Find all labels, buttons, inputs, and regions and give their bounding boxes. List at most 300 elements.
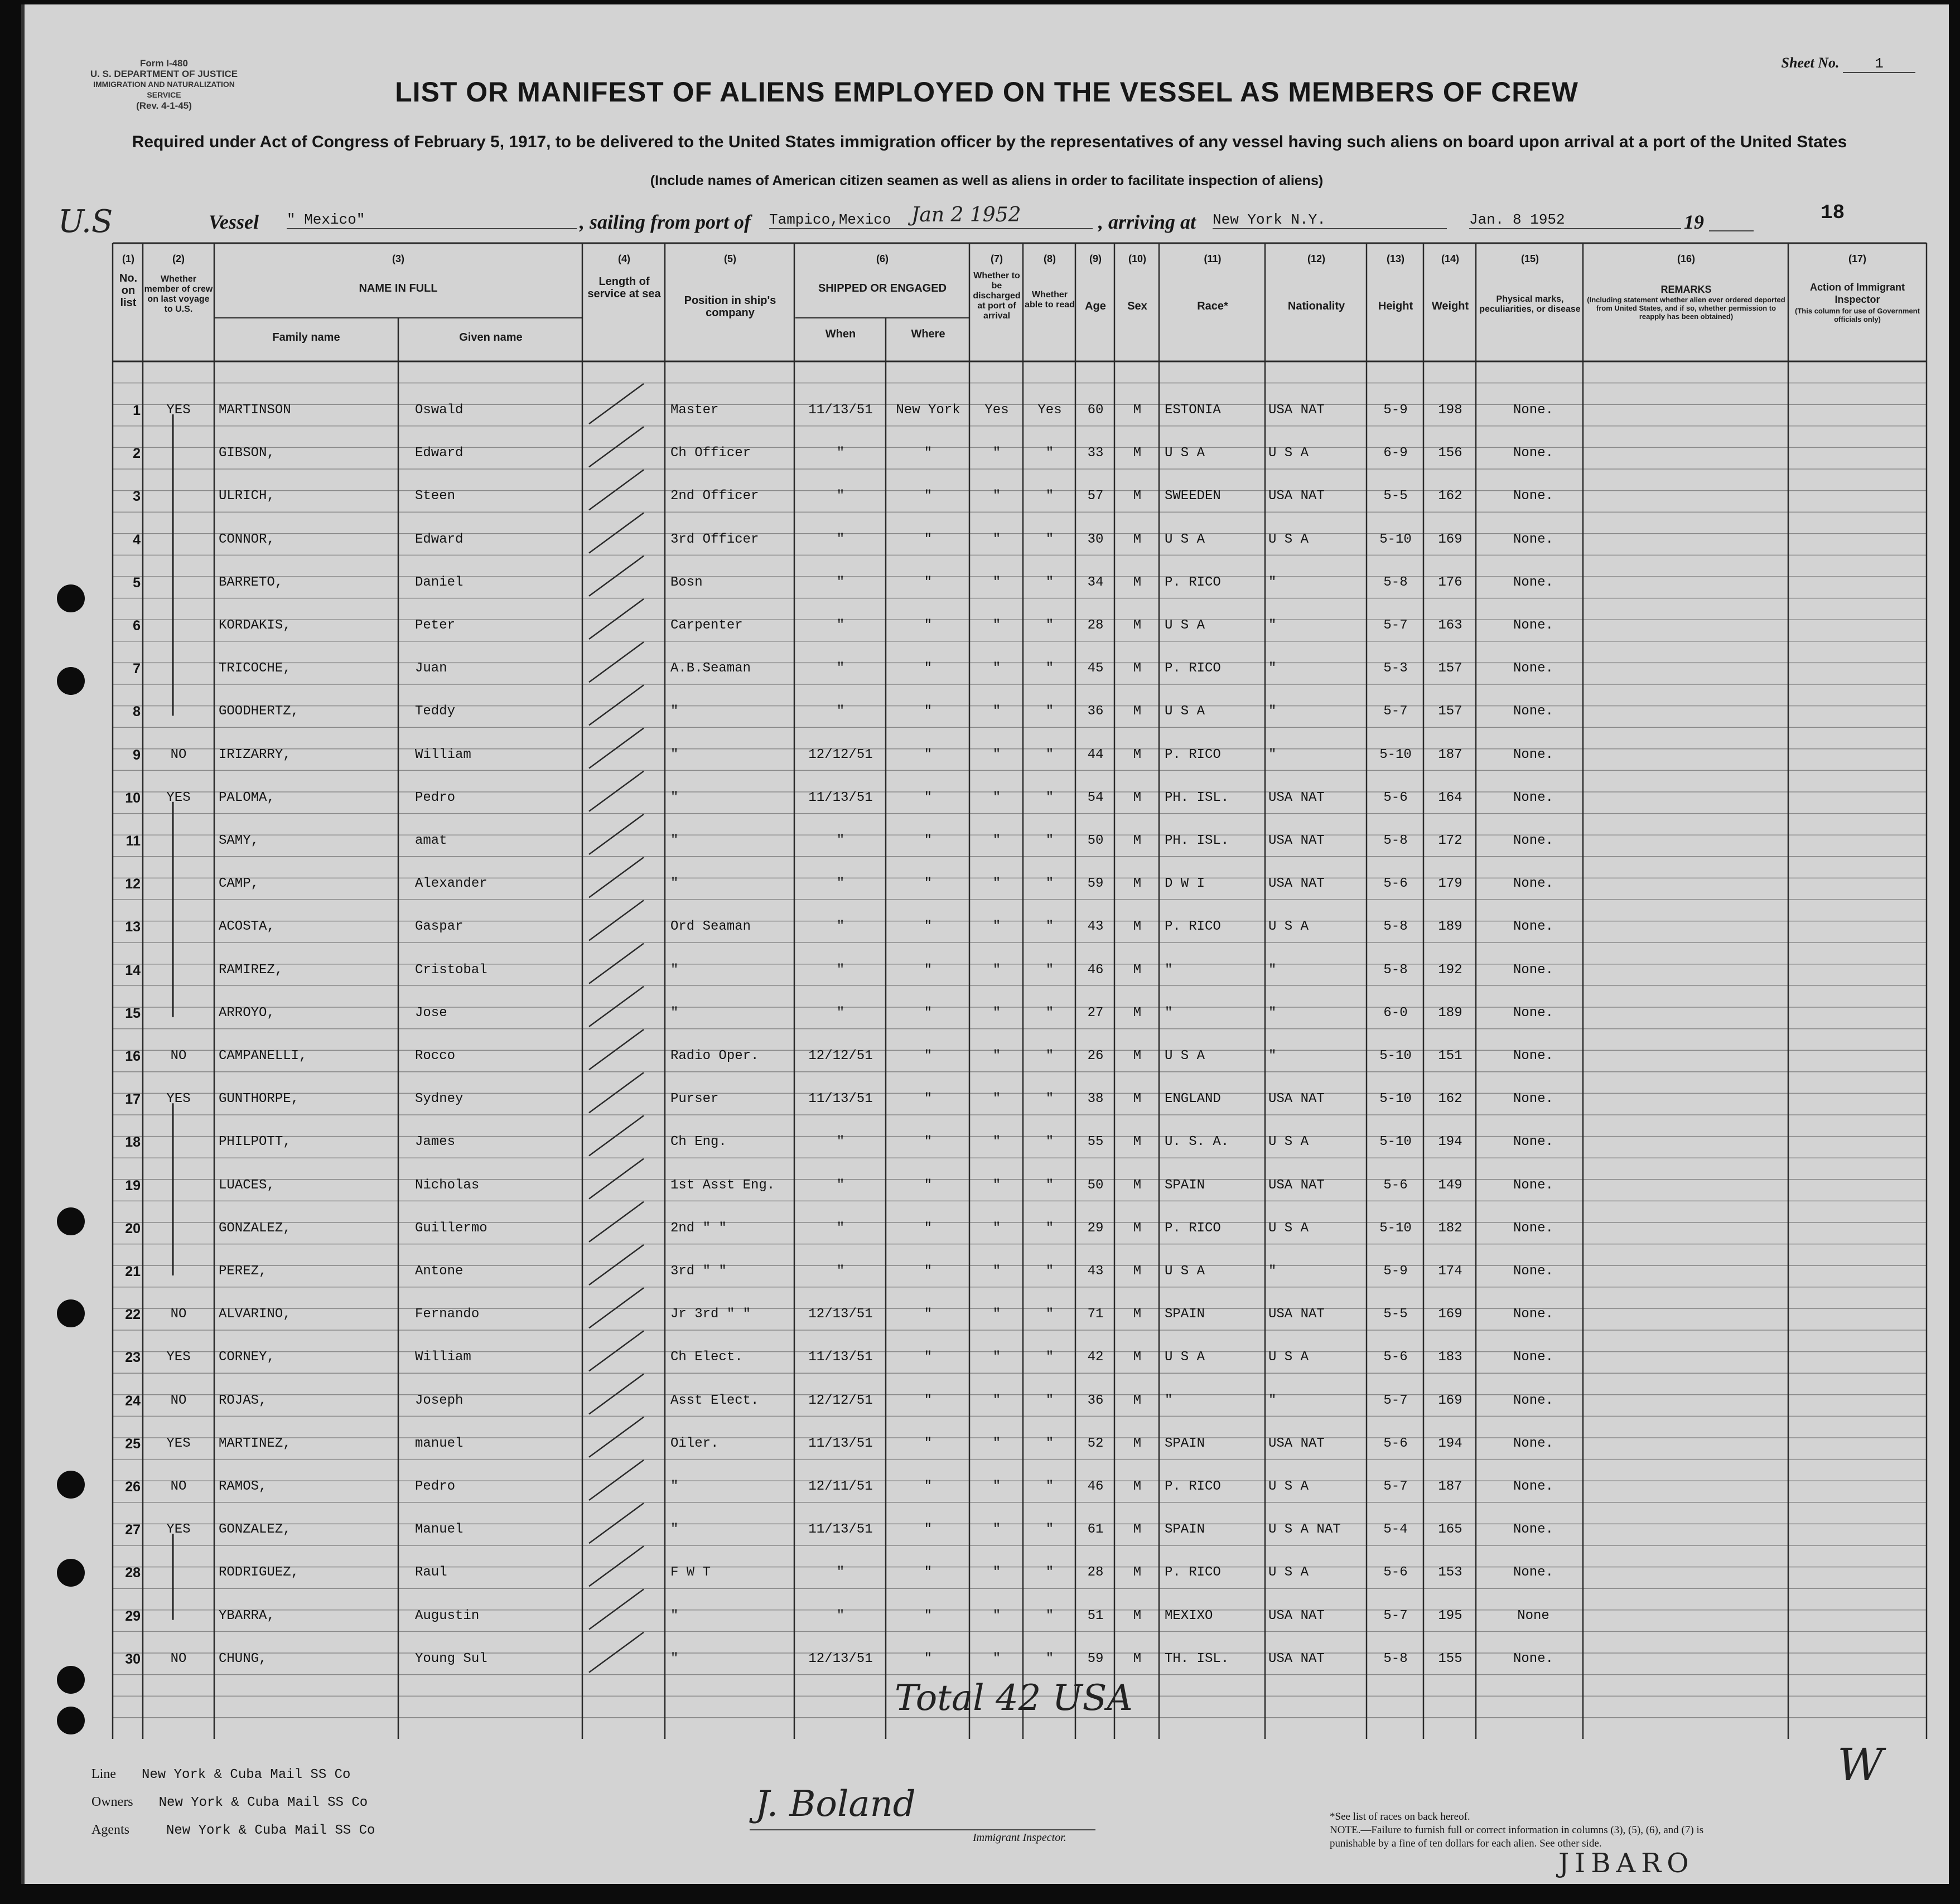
cell-position: Ch Elect.	[670, 1350, 743, 1365]
cell-given: Augustin	[415, 1608, 480, 1623]
cell-where: "	[924, 1091, 933, 1107]
table-row	[25, 949, 1949, 992]
cell-last: YES	[166, 1522, 191, 1538]
cell-last: NO	[170, 1307, 187, 1322]
cell-age: 43	[1087, 1264, 1104, 1279]
table-row	[25, 1336, 1949, 1379]
cell-nat: "	[1268, 1393, 1277, 1408]
column-number: (5)	[724, 253, 736, 264]
cell-height: 5-7	[1383, 704, 1408, 719]
cell-when: 12/12/51	[808, 747, 873, 762]
cell-height: 5-7	[1383, 618, 1408, 633]
cell-read: "	[1045, 661, 1054, 676]
column-number: (17)	[1848, 253, 1866, 264]
cell-given: Nicholas	[415, 1177, 480, 1193]
cell-sex: M	[1133, 1651, 1142, 1666]
column-number: (1)	[122, 253, 134, 264]
cell-position: 1st Asst Eng.	[670, 1177, 775, 1193]
cell-marks: None.	[1513, 876, 1553, 892]
cell-weight: 155	[1438, 1651, 1462, 1666]
cell-height: 5-10	[1379, 1048, 1412, 1064]
cell-where: "	[924, 1134, 933, 1150]
cell-last: NO	[170, 1651, 187, 1666]
col-age-header: Age	[1085, 300, 1106, 312]
cell-disch: "	[992, 1436, 1001, 1451]
cell-race: P. RICO	[1165, 919, 1221, 935]
cell-disch: "	[992, 531, 1001, 547]
cell-weight: 194	[1438, 1436, 1462, 1451]
cell-position: "	[670, 1479, 679, 1494]
cell-where: "	[924, 531, 933, 547]
cell-given: Sydney	[415, 1091, 464, 1107]
cell-disch: "	[992, 1091, 1001, 1107]
cell-when: 12/12/51	[808, 1393, 873, 1408]
cell-sex: M	[1133, 1177, 1142, 1193]
cell-when: "	[836, 1608, 845, 1623]
cell-marks: None.	[1513, 574, 1553, 590]
cell-position: "	[670, 1522, 679, 1538]
cell-given: Juan	[415, 661, 447, 676]
year-underline	[1709, 230, 1754, 231]
cell-age: 36	[1087, 1393, 1104, 1408]
col-nationality-header: Nationality	[1287, 300, 1345, 312]
cell-weight: 162	[1438, 489, 1462, 504]
table-row	[25, 1380, 1949, 1423]
cell-age: 61	[1087, 1522, 1104, 1538]
binder-hole	[57, 1707, 85, 1734]
cell-race: ESTONIA	[1165, 403, 1221, 418]
cell-last: YES	[166, 1091, 191, 1107]
cell-family: MARTINSON	[219, 403, 291, 418]
cell-given: Cristobal	[415, 962, 487, 978]
cell-marks: None.	[1513, 489, 1553, 504]
cell-marks: None.	[1513, 1436, 1553, 1451]
cell-no: 26	[125, 1479, 141, 1495]
cell-read: "	[1045, 1220, 1054, 1236]
cell-no: 30	[125, 1651, 141, 1667]
cell-when: 12/12/51	[808, 1048, 873, 1064]
cell-height: 5-7	[1383, 1393, 1408, 1408]
cell-position: Bosn	[670, 574, 703, 590]
cell-no: 1	[133, 403, 141, 418]
cell-marks: None.	[1513, 661, 1553, 676]
cell-no: 12	[125, 876, 141, 892]
cell-where: "	[924, 876, 933, 892]
cell-sex: M	[1133, 1091, 1142, 1107]
cell-race: P. RICO	[1165, 574, 1221, 590]
page-title: LIST OR MANIFEST OF ALIENS EMPLOYED ON THE VESSEL AS MEMBERS OF CREW	[395, 76, 1578, 108]
requirement-text: Required under Act of Congress of February 5, 1917, to be delivered to the United States immigration officer by the representatives of any vessel having such aliens on board upon arrival at a port of the United States	[132, 133, 1847, 151]
cell-nat: U S A	[1268, 1220, 1309, 1236]
col-read-header: Whether able to read	[1025, 290, 1075, 310]
cell-sex: M	[1133, 1608, 1142, 1623]
table-row	[25, 562, 1949, 605]
cell-weight: 156	[1438, 446, 1462, 461]
cell-read: "	[1045, 833, 1054, 848]
cell-where: "	[924, 1220, 933, 1236]
cell-nat: U S A	[1268, 1134, 1309, 1150]
cell-where: New York	[896, 403, 960, 418]
cell-no: 7	[133, 661, 141, 677]
table-row	[25, 1164, 1949, 1207]
cell-position: Ord Seaman	[670, 919, 751, 935]
cell-read: "	[1045, 574, 1054, 590]
cell-given: Raul	[415, 1565, 447, 1581]
cell-race: D W I	[1165, 876, 1205, 892]
table-row	[25, 605, 1949, 647]
cell-no: 8	[133, 704, 141, 720]
cell-when: 11/13/51	[808, 1091, 873, 1107]
cell-nat: USA NAT	[1268, 1307, 1325, 1322]
cell-race: P. RICO	[1165, 661, 1221, 676]
cell-height: 5-8	[1383, 919, 1408, 935]
cell-height: 5-5	[1383, 489, 1408, 504]
cell-family: TRICOCHE,	[219, 661, 291, 676]
cell-height: 5-7	[1383, 1479, 1408, 1494]
cell-when: "	[836, 618, 845, 633]
cell-marks: None.	[1513, 833, 1553, 848]
cell-weight: 172	[1438, 833, 1462, 848]
cell-family: GONZALEZ,	[219, 1220, 291, 1236]
cell-nat: "	[1268, 574, 1277, 590]
cell-nat: U S A	[1268, 531, 1309, 547]
column-number: (6)	[876, 253, 889, 264]
agents-field	[91, 1823, 375, 1838]
cell-family: SAMY,	[219, 833, 259, 848]
cell-read: "	[1045, 1005, 1054, 1021]
cell-weight: 195	[1438, 1608, 1462, 1623]
cell-family: CHUNG,	[219, 1651, 267, 1666]
cell-family: PALOMA,	[219, 790, 275, 805]
cell-sex: M	[1133, 1005, 1142, 1021]
cell-given: Guillermo	[415, 1220, 487, 1236]
cell-position: Jr 3rd " "	[670, 1307, 751, 1322]
cell-when: 11/13/51	[808, 403, 873, 418]
cell-no: 21	[125, 1264, 141, 1279]
cell-position: "	[670, 1608, 679, 1623]
cell-read: "	[1045, 876, 1054, 892]
cell-no: 23	[125, 1350, 141, 1366]
table-row	[25, 777, 1949, 820]
cell-sex: M	[1133, 833, 1142, 848]
cell-given: Antone	[415, 1264, 464, 1279]
col-length-header: Length of service at sea	[587, 276, 661, 300]
cell-read: "	[1045, 1177, 1054, 1193]
cell-sex: M	[1133, 1479, 1142, 1494]
cell-marks: None.	[1513, 1005, 1553, 1021]
cell-height: 5-10	[1379, 531, 1412, 547]
cell-nat: "	[1268, 618, 1277, 633]
col-remarks-header: REMARKS	[1660, 284, 1712, 295]
cell-age: 45	[1087, 661, 1104, 676]
cell-weight: 169	[1438, 1393, 1462, 1408]
cell-nat: USA NAT	[1268, 833, 1325, 848]
cell-marks: None.	[1513, 704, 1553, 719]
cell-when: "	[836, 962, 845, 978]
cell-disch: "	[992, 1393, 1001, 1408]
sailing-label: , sailing from port of	[580, 211, 751, 233]
col-physical-header: Physical marks, peculiarities, or disease	[1479, 294, 1581, 314]
binder-hole	[57, 1299, 85, 1327]
col-no-header: No. on list	[119, 272, 138, 309]
cell-position: Radio Oper.	[670, 1048, 759, 1064]
corner-number: 18	[1821, 201, 1845, 224]
cell-family: GOODHERTZ,	[219, 704, 300, 719]
cell-weight: 194	[1438, 1134, 1462, 1150]
cell-read: "	[1045, 489, 1054, 504]
cell-weight: 189	[1438, 919, 1462, 935]
cell-disch: "	[992, 446, 1001, 461]
cell-given: Teddy	[415, 704, 456, 719]
cell-where: "	[924, 747, 933, 762]
cell-no: 16	[125, 1048, 141, 1064]
cell-height: 5-6	[1383, 1436, 1408, 1451]
cell-height: 5-8	[1383, 1651, 1408, 1666]
col-shipped-header: SHIPPED OR ENGAGED	[818, 282, 947, 294]
cell-given: William	[415, 747, 471, 762]
cell-family: RAMOS,	[219, 1479, 267, 1494]
cell-read: "	[1045, 1350, 1054, 1365]
binder-hole	[57, 1207, 85, 1235]
cell-height: 5-6	[1383, 876, 1408, 892]
cell-height: 5-6	[1383, 790, 1408, 805]
cell-no: 2	[133, 446, 141, 462]
cell-disch: "	[992, 618, 1001, 633]
cell-marks: None.	[1513, 446, 1553, 461]
table-row	[25, 475, 1949, 518]
cell-disch: "	[992, 1608, 1001, 1623]
cell-given: Peter	[415, 618, 456, 633]
cell-where: "	[924, 1350, 933, 1365]
cell-position: Purser	[670, 1091, 719, 1107]
cell-no: 10	[125, 790, 141, 806]
cell-read: "	[1045, 618, 1054, 633]
cell-read: "	[1045, 747, 1054, 762]
table-row	[25, 1207, 1949, 1250]
cell-family: GUNTHORPE,	[219, 1091, 300, 1107]
cell-nat: "	[1268, 962, 1277, 978]
cell-position: Ch Officer	[670, 446, 751, 461]
cell-height: 5-3	[1383, 661, 1408, 676]
cell-given: amat	[415, 833, 447, 848]
cell-age: 27	[1087, 1005, 1104, 1021]
column-number: (14)	[1441, 253, 1459, 264]
cell-no: 17	[125, 1091, 141, 1108]
column-number: (13)	[1386, 253, 1404, 264]
line-label: Line	[91, 1767, 116, 1781]
cell-family: CAMP,	[219, 876, 259, 892]
cell-when: "	[836, 446, 845, 461]
cell-nat: USA NAT	[1268, 1608, 1325, 1623]
cell-race: U. S. A.	[1165, 1134, 1229, 1150]
cell-age: 30	[1087, 531, 1104, 547]
cell-read: "	[1045, 1565, 1054, 1581]
cell-age: 28	[1087, 1565, 1104, 1581]
cell-marks: None.	[1513, 1393, 1553, 1408]
cell-race: SWEEDEN	[1165, 489, 1221, 504]
cell-sex: M	[1133, 1393, 1142, 1408]
column-number: (2)	[172, 253, 185, 264]
cell-when: "	[836, 919, 845, 935]
cell-family: KORDAKIS,	[219, 618, 291, 633]
table-row	[25, 820, 1949, 863]
cell-family: ROJAS,	[219, 1393, 267, 1408]
cell-race: "	[1165, 962, 1173, 978]
cell-weight: 157	[1438, 704, 1462, 719]
cell-weight: 187	[1438, 1479, 1462, 1494]
column-number: (12)	[1307, 253, 1325, 264]
cell-position: "	[670, 1651, 679, 1666]
penalty-note: NOTE.—Failure to furnish full or correct information in columns (3), (5), (6), and (7) is punishable by a fine of ten dollars for each alien. See other side.	[1330, 1824, 1704, 1849]
cell-sex: M	[1133, 574, 1142, 590]
cell-age: 59	[1087, 876, 1104, 892]
cell-given: Edward	[415, 446, 464, 461]
cell-no: 25	[125, 1436, 141, 1452]
cell-nat: "	[1268, 747, 1277, 762]
cell-nat: USA NAT	[1268, 1436, 1325, 1451]
cell-disch: "	[992, 876, 1001, 892]
cell-age: 33	[1087, 446, 1104, 461]
corner-mark: W	[1837, 1739, 1884, 1791]
cell-family: IRIZARRY,	[219, 747, 291, 762]
cell-position: 2nd " "	[670, 1220, 727, 1236]
inspector-signature: J. Boland	[755, 1784, 916, 1825]
cell-race: ENGLAND	[1165, 1091, 1221, 1107]
cell-height: 5-8	[1383, 574, 1408, 590]
cell-height: 5-5	[1383, 1307, 1408, 1322]
cell-position: Master	[670, 403, 719, 418]
cell-given: Oswald	[415, 403, 464, 418]
cell-where: "	[924, 1005, 933, 1021]
table-row	[25, 1293, 1949, 1336]
cell-disch: "	[992, 962, 1001, 978]
cell-given: Daniel	[415, 574, 464, 590]
arrival-date: Jan. 8 1952	[1469, 211, 1681, 229]
cell-marks: None.	[1513, 1091, 1553, 1107]
cell-age: 34	[1087, 574, 1104, 590]
owners-value: New York & Cuba Mail SS Co	[158, 1795, 368, 1810]
cell-family: CORNEY,	[219, 1350, 275, 1365]
cell-sex: M	[1133, 1436, 1142, 1451]
cell-height: 5-10	[1379, 1220, 1412, 1236]
cell-height: 5-6	[1383, 1565, 1408, 1581]
table-row	[25, 432, 1949, 475]
cell-read: "	[1045, 1048, 1054, 1064]
column-number: (7)	[991, 253, 1003, 264]
cell-sex: M	[1133, 1220, 1142, 1236]
cell-nat: USA NAT	[1268, 1651, 1325, 1666]
cell-disch: "	[992, 1048, 1001, 1064]
cell-age: 46	[1087, 1479, 1104, 1494]
cell-when: "	[836, 574, 845, 590]
table-row	[25, 992, 1949, 1035]
cell-no: 22	[125, 1307, 141, 1323]
cell-age: 57	[1087, 489, 1104, 504]
cell-nat: USA NAT	[1268, 876, 1325, 892]
cell-nat: "	[1268, 1005, 1277, 1021]
cell-when: "	[836, 833, 845, 848]
cell-weight: 162	[1438, 1091, 1462, 1107]
cell-no: 14	[125, 962, 141, 978]
cell-marks: None	[1517, 1608, 1549, 1623]
col-when-header: When	[825, 328, 856, 340]
cell-sex: M	[1133, 661, 1142, 676]
cell-position: F W T	[670, 1565, 711, 1581]
cell-read: "	[1045, 1091, 1054, 1107]
cell-race: PH. ISL.	[1165, 790, 1229, 805]
table-row	[25, 1638, 1949, 1681]
cell-disch: "	[992, 489, 1001, 504]
cell-disch: "	[992, 574, 1001, 590]
cell-race: TH. ISL.	[1165, 1651, 1229, 1666]
cell-position: "	[670, 962, 679, 978]
cell-race: U S A	[1165, 1350, 1205, 1365]
cell-last: NO	[170, 1393, 187, 1408]
cell-when: 11/13/51	[808, 1350, 873, 1365]
cell-read: "	[1045, 1264, 1054, 1279]
cell-given: Alexander	[415, 876, 487, 892]
cell-nat: USA NAT	[1268, 1091, 1325, 1107]
col-action-sub: (This column for use of Government officials only)	[1795, 307, 1920, 323]
cell-no: 9	[133, 747, 141, 763]
col-height-header: Height	[1378, 300, 1413, 312]
cell-disch: "	[992, 1350, 1001, 1365]
table-row	[25, 906, 1949, 949]
cell-family: ACOSTA,	[219, 919, 275, 935]
cell-disch: "	[992, 1307, 1001, 1322]
cell-sex: M	[1133, 531, 1142, 547]
cell-given: James	[415, 1134, 456, 1150]
cell-disch: "	[992, 661, 1001, 676]
cell-read: "	[1045, 704, 1054, 719]
cell-where: "	[924, 446, 933, 461]
cell-marks: None.	[1513, 747, 1553, 762]
cell-read: "	[1045, 1134, 1054, 1150]
cell-marks: None.	[1513, 1177, 1553, 1193]
cell-no: 6	[133, 618, 141, 634]
cell-disch: "	[992, 919, 1001, 935]
column-number: (15)	[1520, 253, 1539, 264]
cell-weight: 164	[1438, 790, 1462, 805]
cell-age: 36	[1087, 704, 1104, 719]
cell-read: Yes	[1037, 403, 1062, 418]
port-to: New York N.Y.	[1213, 211, 1447, 229]
cell-nat: USA NAT	[1268, 489, 1325, 504]
cell-sex: M	[1133, 489, 1142, 504]
cell-given: Jose	[415, 1005, 447, 1021]
cell-nat: "	[1268, 661, 1277, 676]
cell-family: PHILPOTT,	[219, 1134, 291, 1150]
line-field	[91, 1767, 350, 1782]
col-name-header: NAME IN FULL	[359, 282, 438, 294]
cell-age: 46	[1087, 962, 1104, 978]
table-row	[25, 1078, 1949, 1121]
cell-weight: 149	[1438, 1177, 1462, 1193]
cell-family: ARROYO,	[219, 1005, 275, 1021]
cell-where: "	[924, 1177, 933, 1193]
cell-disch: "	[992, 1522, 1001, 1538]
cell-sex: M	[1133, 618, 1142, 633]
cell-where: "	[924, 962, 933, 978]
cell-given: manuel	[415, 1436, 464, 1451]
cell-position: 3rd Officer	[670, 531, 759, 547]
table-row	[25, 1466, 1949, 1509]
cell-given: Young Sul	[415, 1651, 487, 1666]
cell-height: 5-10	[1379, 747, 1412, 762]
cell-age: 71	[1087, 1307, 1104, 1322]
cell-position: Oiler.	[670, 1436, 719, 1451]
col-discharged-header: Whether to be discharged at port of arrival	[973, 271, 1021, 321]
